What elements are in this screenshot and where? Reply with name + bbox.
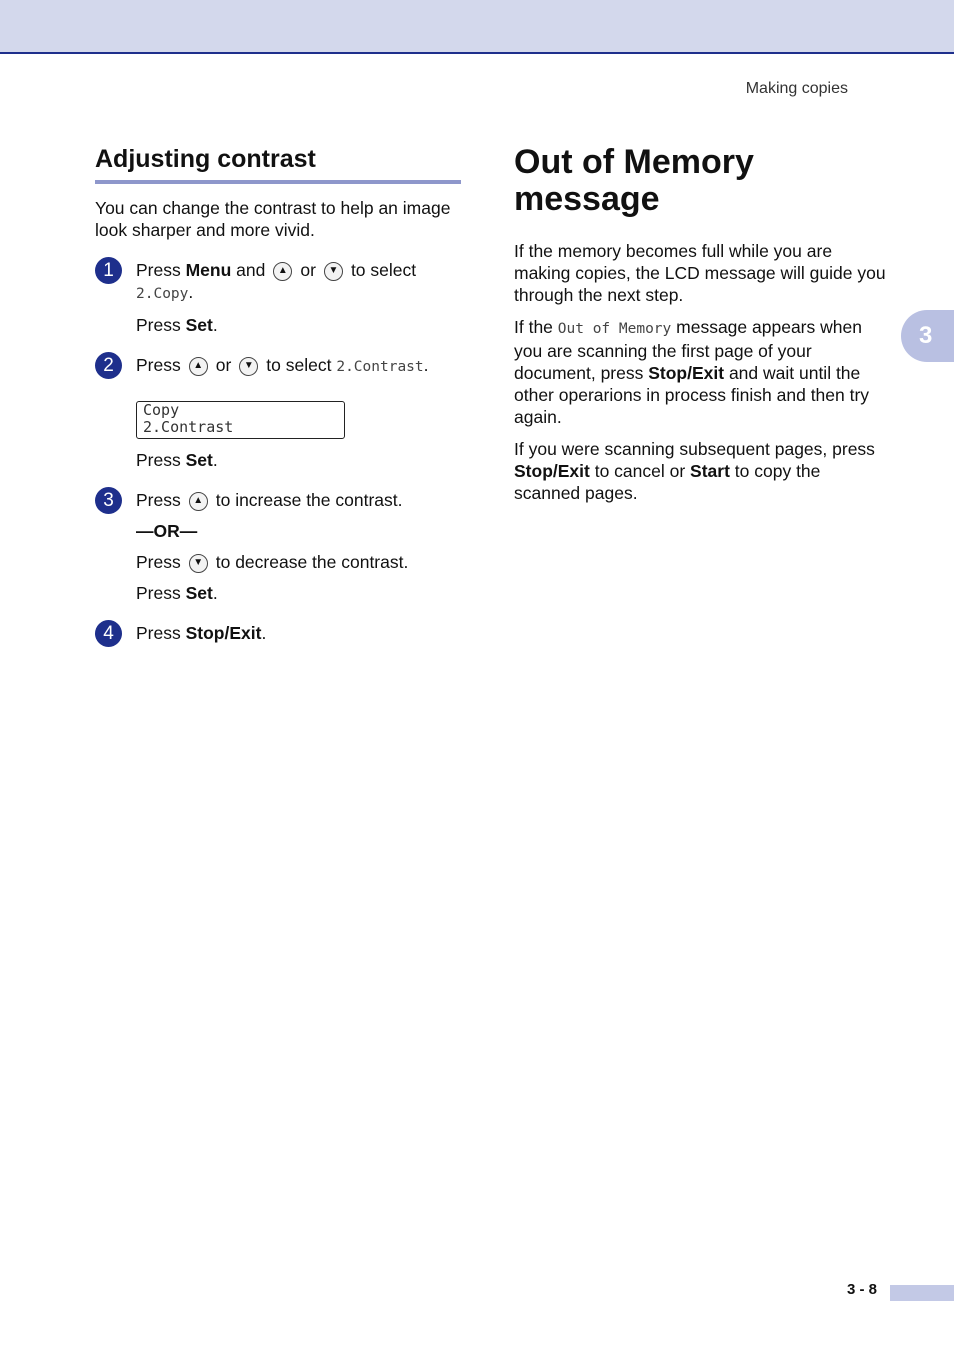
lcd-message-out-of-memory: Out of Memory [557,321,672,337]
running-head: Making copies [745,80,848,97]
stop-exit-key-label: Stop/Exit [648,363,725,383]
paragraph-1: If the memory becomes full while you are making copies, the LCD message will guide you through the next step. [514,241,886,305]
paragraph-3: If you were scanning subsequent pages, press Stop/Exit to cancel or Start to copy the scanned pages. [514,439,875,503]
start-key-label: Start [690,461,730,481]
step-2 [95,354,461,471]
up-arrow-icon: ▲ [189,492,208,511]
down-arrow-icon: ▼ [239,357,258,376]
lcd-display [136,401,345,439]
step-3-increase: Press ▲ to increase the contrast. [136,490,403,510]
page-number: 3 - 8 [847,1281,878,1298]
chapter-tab[interactable]: 3 [901,310,954,362]
step-1-menu: 2.Copy. [136,282,194,302]
up-arrow-icon: ▲ [273,262,292,281]
bottom-band [890,1285,954,1301]
section-title: Adjusting contrast [95,144,461,184]
step-2-press-set: Press Set. [136,450,218,470]
step-4-badge: 4 [95,620,122,647]
step-3-press-set: Press Set. [136,583,218,603]
set-key-label: Set [185,450,213,470]
up-arrow-icon: ▲ [189,357,208,376]
step-1-line: Press Menu and ▲ or ▼ to select [136,260,417,280]
step-3-badge: 3 [95,487,122,514]
step-2-line: Press ▲ or ▼ to select 2.Contrast. [136,355,429,375]
right-column [514,144,886,504]
page-title-line-1: Out of Memory [514,143,754,181]
lcd-line-1: Copy [143,401,180,419]
step-3 [95,489,461,604]
intro-paragraph: You can change the contrast to help an image look sharper and more vivid. [95,198,451,240]
step-1 [95,259,461,336]
stop-exit-key-label: Stop/Exit [514,461,590,481]
menu-key-label: Menu [185,260,232,280]
down-arrow-icon: ▼ [189,554,208,573]
lcd-menu-copy: 2.Copy [136,286,189,302]
lcd-menu-contrast: 2.Contrast [336,359,424,375]
set-key-label: Set [185,315,213,335]
set-key-label: Set [185,583,213,603]
left-column [95,144,461,644]
stop-exit-key-label: Stop/Exit [185,623,262,643]
step-3-decrease: Press ▼ to decrease the contrast. [136,552,409,572]
step-1-press-set: Press Set. [136,315,218,335]
step-4 [95,622,461,644]
page-title [514,144,886,218]
lcd-line-2: 2.Contrast [143,418,234,436]
step-1-badge: 1 [95,257,122,284]
or-divider: —OR— [136,521,198,541]
page-title-line-2: message [514,180,660,218]
step-2-badge: 2 [95,352,122,379]
step-4-line: Press Stop/Exit. [136,623,267,643]
paragraph-2: If the Out of Memory message appears when you are scanning the first page of your document, press Stop/Exit and wait until the other operarions in process finish and then try again. [514,317,870,427]
down-arrow-icon: ▼ [324,262,343,281]
top-band [0,0,954,54]
